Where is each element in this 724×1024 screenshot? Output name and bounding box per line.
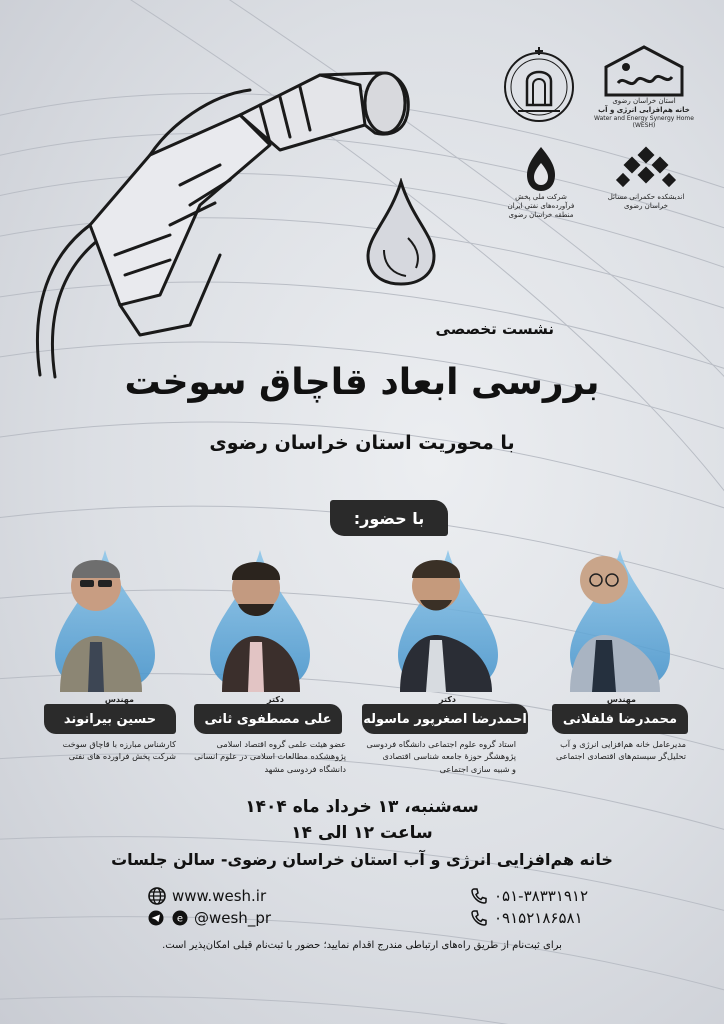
speaker-3-bio-line: پژوهشکده مطالعات اسلامی در علوم انسانی [194,751,346,762]
fuel-drop-icon [362,178,440,288]
telegram-icon [148,910,166,926]
speaker-3-bio-line: دانشگاه فردوسی مشهد [264,763,346,774]
event-venue: خانه هم‌افزایی انرژی و آب استان خراسان رضوی- سالن جلسات [111,850,613,869]
mosque-emblem-logo [494,45,584,125]
oil-company-line1: شرکت ملی پخش فرآورده‌های نفتی ایران [507,193,575,210]
speaker-2-bio-line: پژوهشگر حوزهٔ جامعه شناسی اقتصادی [382,751,516,762]
speaker-3-name: علی مصطفوی ثانی [194,704,342,734]
event-subtitle: با محوریت استان خراسان رضوی [209,432,515,454]
thinktank-emblem-icon [614,145,678,193]
globe-icon [148,887,166,905]
phone-1-text: ۰۵۱-۳۸۳۳۱۹۱۲ [494,887,589,905]
speaker-4-portrait-icon [55,550,155,692]
speaker-1-title: مهندس [606,695,636,704]
oil-company-logo [498,145,584,219]
speaker-2-title: دکتر [439,695,456,704]
wesh-logo [592,45,696,130]
speaker-portraits [0,540,724,700]
event-time: ساعت ۱۲ الی ۱۴ [291,823,433,843]
speaker-1-bio-line: تحلیل‌گر سیستم‌های اقتصادی اجتماعی [556,751,686,762]
speaker-4-bio-line: شرکت پخش فراورده های نفتی [68,751,176,762]
thinktank-caption: اندیشکده حکمرانی مسائل خراسان رضوی [607,193,685,210]
contact-section [0,885,724,933]
website-link[interactable] [148,887,266,905]
speaker-2-name: احمدرضا اصغرپور ماسوله [362,704,528,734]
mobile-phone-icon [470,909,488,927]
speaker-4-bio-line: کارشناس مبارزه با قاچاق سوخت [62,739,176,749]
speaker-1-bio [556,738,686,763]
website-text: www.wesh.ir [172,887,267,905]
speaker-4-bio [63,738,176,763]
speaker-4-name: حسین بیرانوند [44,704,176,734]
mosque-emblem-icon [500,45,578,125]
speaker-2-bio-line: و شبیه سازی اجتماعی [439,763,516,774]
wesh-name-en: Water and Energy Synergy Home (WESH) [594,114,694,129]
speaker-2-bio [366,738,516,775]
speaker-2-bio-line: استاد گروه علوم اجتماعی دانشگاه فردوسی [366,739,516,749]
event-date: سه‌شنبه، ۱۳ خرداد ماه ۱۴۰۴ [245,797,479,817]
social-link[interactable] [148,909,271,927]
speaker-1-bio-line: مدیرعامل خانه هم‌افزایی انرژی و آب [560,739,686,749]
event-title: بررسی ابعاد قاچاق سوخت [124,362,600,403]
sponsor-logos [494,45,694,225]
speaker-3-title: دکتر [267,695,284,704]
phone-2[interactable] [470,909,583,927]
oil-company-line2: منطقه خراسان رضوی [508,210,574,219]
wesh-emblem-icon [604,45,684,97]
oil-flame-icon [521,145,561,193]
speaker-3-bio [194,738,346,775]
speaker-4-title: مهندس [104,695,134,704]
speaker-3-portrait-icon [210,550,310,692]
phone-icon [470,887,488,905]
wesh-region-text: استان خراسان رضوی [612,97,676,105]
social-text: @wesh_pr [194,909,272,927]
thinktank-logo [596,145,696,211]
speaker-2-portrait-icon [398,550,498,692]
svg-text:e: e [176,913,184,925]
event-tag: نشست تخصصی [435,320,554,338]
speaker-3-bio-line: عضو هیئت علمی گروه اقتصاد اسلامی [216,739,346,749]
phone-1[interactable] [470,887,588,905]
registration-note: برای ثبت‌نام از طریق راه‌های ارتباطی مندرج اقدام نمایید؛ حضور با ثبت‌نام قبلی امکان‌پذیر است. [162,940,562,951]
speaker-1-portrait-icon [570,550,670,692]
speaker-1-name: محمدرضا فلفلانی [552,704,688,734]
wesh-name-fa: خانه هم‌افزایی انرژی و آب [598,105,690,114]
eitaa-icon [172,910,188,926]
presence-label: با حضور: [330,500,448,536]
phone-2-text: ۰۹۱۵۲۱۸۶۵۸۱ [494,909,583,927]
